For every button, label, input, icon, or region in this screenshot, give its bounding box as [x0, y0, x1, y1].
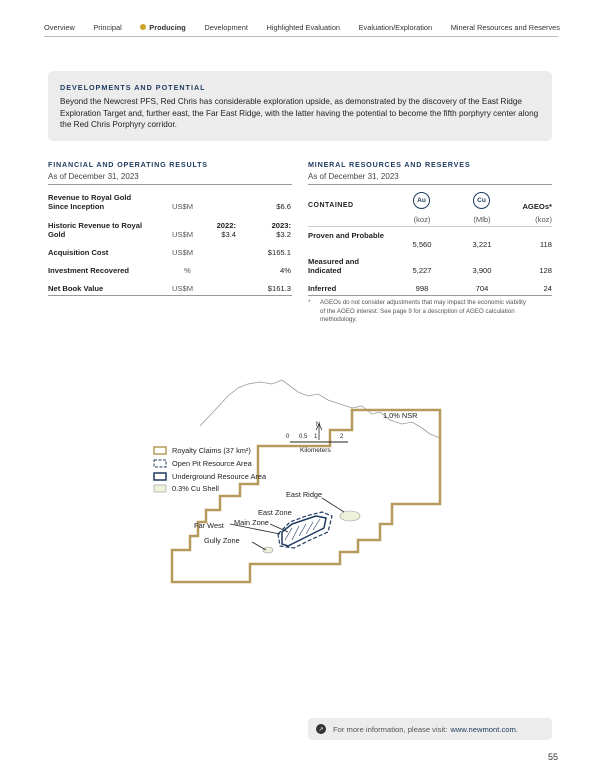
legend-swatch-pit: [154, 460, 166, 467]
scale-1: 1: [314, 434, 318, 440]
footnote-mark: *: [308, 299, 311, 306]
financial-bottom-rule: [48, 295, 292, 296]
developments-title: DEVELOPMENTS AND POTENTIAL: [60, 83, 206, 92]
scale-05: 0.5: [299, 434, 308, 440]
fin-row-value: $6.6: [276, 202, 291, 211]
fin-2022-value: $3.4: [221, 230, 236, 239]
nav-principal[interactable]: Principal: [93, 22, 122, 32]
cu-shell-east-ridge: [340, 511, 360, 521]
label-main-zone: Main Zone: [234, 518, 269, 527]
cu-unit: (Mlb): [473, 215, 491, 224]
nav-producing[interactable]: [140, 23, 186, 32]
legend-swatch-claims: [154, 447, 166, 454]
fin-row-unit: %: [184, 266, 191, 275]
legend-swatch-shell: [154, 485, 166, 492]
nav-development[interactable]: Development: [204, 22, 248, 32]
nav-highlighted-evaluation[interactable]: Highlighted Evaluation: [266, 22, 341, 32]
legend-claims: Royalty Claims (37 km²): [172, 446, 251, 455]
info-bar: [308, 718, 552, 740]
res-row-cu: 3,221: [472, 240, 492, 249]
res-row-cu: 3,900: [472, 266, 492, 275]
cu-symbol: Cu: [473, 192, 490, 209]
label-east-zone: East Zone: [258, 508, 292, 517]
active-dot-icon: [140, 24, 146, 30]
nav-divider: [44, 36, 558, 37]
north-label: N: [316, 422, 321, 428]
developments-box: [48, 71, 552, 141]
res-row-label: Measured and Indicated: [308, 257, 360, 275]
fin-row-value: $165.1: [267, 248, 291, 257]
res-row-ageo: 24: [543, 284, 552, 293]
fin-row-value: $161.3: [267, 284, 291, 293]
res-row-ageo: 128: [539, 266, 552, 275]
km-label: Kilometers: [300, 447, 331, 454]
financial-title: FINANCIAL AND OPERATING RESULTS: [48, 160, 208, 169]
res-row-ageo: 118: [539, 240, 552, 249]
legend-underground: Underground Resource Area: [172, 472, 267, 481]
info-text: For more information, please visit:: [333, 724, 448, 734]
arrow-gully: [252, 542, 266, 550]
fin-row-label: Investment Recovered: [48, 266, 130, 275]
res-row-label: Inferred: [308, 284, 337, 293]
info-period: .: [515, 724, 518, 734]
fin-2022-header: 2022:: [216, 221, 236, 230]
res-row-au: 5,560: [412, 240, 432, 249]
legend-swatch-underground: [154, 473, 166, 480]
nav-overview[interactable]: Overview: [44, 22, 75, 32]
resources-rule: [308, 184, 552, 185]
label-gully-zone: Gully Zone: [204, 536, 240, 545]
nav-producing-label: Producing: [149, 22, 186, 32]
fin-row-label: Revenue to Royal Gold Since Inception: [48, 193, 132, 211]
arrow-east-ridge: [322, 498, 344, 512]
newmont-link[interactable]: www.newmont.com: [450, 724, 516, 734]
fin-row-value: 4%: [280, 266, 291, 275]
resources-title: MINERAL RESOURCES AND RESERVES: [308, 160, 471, 169]
label-far-west: Far West: [194, 521, 224, 530]
page-number: 55: [547, 752, 558, 762]
ageo-header: AGEOs*: [522, 202, 552, 211]
au-symbol: Au: [413, 192, 430, 209]
fin-2023-value: $3.2: [276, 230, 291, 239]
arrow-main-zone: [270, 524, 288, 532]
nav-mineral-resources[interactable]: Mineral Resources and Reserves: [450, 22, 560, 32]
fin-row-unit: US$M: [172, 230, 194, 239]
contained-header: CONTAINED: [308, 202, 354, 209]
fin-row-label: Net Book Value: [48, 284, 104, 293]
fin-row-label: Acquisition Cost: [48, 248, 109, 257]
ageo-unit: (koz): [535, 215, 552, 224]
res-row-au: 5,227: [412, 266, 432, 275]
globe-icon: ↗: [316, 724, 326, 734]
scale-2: 2: [340, 434, 344, 440]
fin-row-label: Historic Revenue to Royal Gold: [48, 221, 143, 239]
financial-rule: [48, 184, 292, 185]
scale-0: 0: [286, 434, 290, 440]
legend-pit: Open Pit Resource Area: [172, 459, 252, 468]
financial-asof: As of December 31, 2023: [48, 172, 139, 181]
nav-evaluation-exploration[interactable]: Evaluation/Exploration: [358, 22, 433, 32]
resources-asof: As of December 31, 2023: [308, 172, 399, 181]
fin-row-unit: US$M: [172, 248, 194, 257]
fin-row-unit: US$M: [172, 202, 194, 211]
label-east-ridge: East Ridge: [286, 490, 323, 499]
resources-bottom-rule: [308, 295, 552, 296]
fin-2023-header: 2023:: [271, 221, 291, 230]
resources-header-rule: [308, 226, 552, 227]
cu-shell-gully: [263, 547, 273, 553]
legend-shell: 0.3% Cu Shell: [172, 484, 219, 493]
nsr-label: 1.0% NSR: [383, 411, 418, 420]
res-row-label: Proven and Probable: [308, 231, 384, 240]
au-unit: (koz): [413, 215, 431, 224]
res-row-au: 998: [415, 284, 429, 293]
footnote: AGEOs do not consider adjustments that may impact the economic viability of the AGEO interest. See page 9 for a description of AGEO calculation methodology.: [320, 299, 527, 324]
fin-row-unit: US$M: [172, 284, 194, 293]
res-row-cu: 704: [475, 284, 489, 293]
developments-body: Beyond the Newcrest PFS, Red Chris has considerable exploration upside, as demonstrated by the discovery of the East Ridge Exploration Target and, further east, the Far East Ridge, with the latter having the potential to become the fifth porphyry center along the Red Chris Porphyry corridor.: [60, 97, 539, 129]
